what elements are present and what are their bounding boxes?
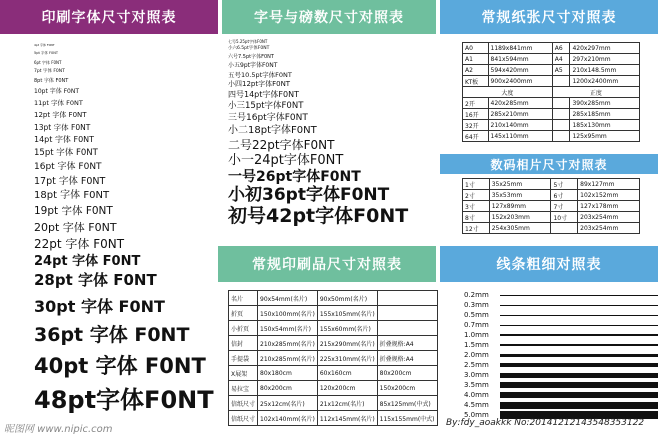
- table-cell: A2: [463, 65, 489, 76]
- table-cell: 64开: [463, 131, 489, 142]
- table-row: [463, 98, 640, 109]
- table-cell: 折叠规格:A4: [377, 351, 437, 366]
- table-cell: 102x152mm: [578, 190, 640, 201]
- table-cell: 10寸: [551, 212, 578, 223]
- line-sample: [500, 363, 658, 367]
- table-cell: A4: [552, 54, 570, 65]
- zihao-row: 小一24pt字体F0NT: [228, 152, 344, 168]
- line-label: 2.0mm: [464, 351, 489, 359]
- line-row: [464, 350, 492, 360]
- print-font-row: 15pt 字体 F0NT: [34, 148, 98, 158]
- table-row: [463, 43, 640, 54]
- table-row: [229, 366, 438, 381]
- table-cell: 90x50mm(名片): [317, 291, 377, 306]
- print-font-row: 12pt 字体 F0NT: [34, 110, 87, 119]
- table-row: [463, 54, 640, 65]
- table-cell: 7寸: [551, 201, 578, 212]
- table-cell: 155x105mm(名片): [317, 306, 377, 321]
- table-row: [463, 76, 640, 87]
- print-font-row: 4pt 字体 F0NT: [34, 43, 55, 47]
- line-row: [464, 390, 492, 400]
- line-row: [464, 340, 492, 350]
- table-cell: 297x210mm: [570, 54, 640, 65]
- line-label: 3.0mm: [464, 371, 489, 379]
- table-cell: [377, 291, 437, 306]
- table-cell: 150x200cm: [377, 381, 437, 396]
- line-sample: [500, 354, 658, 357]
- zihao-row: 五号10.5pt字体F0NT: [228, 70, 292, 79]
- line-sample: [500, 305, 658, 306]
- table-cell: 信纸尺寸: [229, 396, 258, 411]
- table-row: [229, 336, 438, 351]
- table-row: [463, 223, 640, 234]
- print-font-row: 40pt 字体 F0NT: [34, 353, 206, 378]
- table-cell: 手提袋: [229, 351, 258, 366]
- print-font-row: 11pt 字体 F0NT: [34, 99, 83, 107]
- zihao-row: 二号22pt字体F0NT: [228, 137, 335, 152]
- line-label: 5.0mm: [464, 411, 489, 419]
- table-cell: [377, 321, 437, 336]
- line-sample: [500, 315, 658, 316]
- zihao-row: 六号7.5pt字体F0NT: [228, 53, 274, 60]
- line-sample: [500, 295, 658, 296]
- photo-header: [440, 154, 658, 174]
- line-label: 0.3mm: [464, 301, 489, 309]
- table-cell: 5寸: [551, 179, 578, 190]
- table-cell: A5: [552, 65, 570, 76]
- table-cell: 420x285mm: [488, 98, 552, 109]
- paper-title: 常规纸张尺寸对照表: [481, 10, 617, 26]
- print-font-row: 8pt 字体 F0NT: [34, 78, 69, 84]
- line-label: 4.5mm: [464, 401, 489, 409]
- table-cell: 254x305mm: [489, 223, 551, 234]
- line-sample: [500, 402, 658, 409]
- print-font-row: 18pt 字体 F0NT: [34, 190, 110, 201]
- table-row: [229, 396, 438, 411]
- line-label: 2.5mm: [464, 361, 489, 369]
- table-cell: 420x297mm: [570, 43, 640, 54]
- zihao-row: 七号5.25pt字体F0NT: [228, 39, 268, 44]
- table-cell: 594x420mm: [488, 65, 552, 76]
- print-font-list: [0, 34, 218, 435]
- footer-left: 昵图网 www.nipic.com: [4, 424, 113, 435]
- zihao-row: 小二18pt字体F0NT: [228, 124, 317, 136]
- table-row: [463, 179, 640, 190]
- table-cell: 6寸: [551, 190, 578, 201]
- print-font-row: 22pt 字体 F0NT: [34, 236, 125, 251]
- lines-title: 线条粗细对照表: [496, 257, 602, 273]
- table-row: [463, 120, 640, 131]
- table-cell: 80x200cm: [258, 381, 318, 396]
- table-row: [463, 201, 640, 212]
- print-font-row: 36pt 字体 F0NT: [34, 323, 190, 346]
- table-cell: 285x210mm: [488, 109, 552, 120]
- table-cell: [552, 98, 570, 109]
- table-cell: 112x145mm(名片): [317, 411, 377, 426]
- zihao-header: [222, 0, 436, 34]
- line-row: [464, 320, 492, 330]
- table-cell: 2寸: [463, 190, 490, 201]
- table-cell: 390x285mm: [570, 98, 640, 109]
- table-cell: 152x203mm: [489, 212, 551, 223]
- table-row: [463, 131, 640, 142]
- table-cell: 信封: [229, 336, 258, 351]
- table-cell: 大度: [463, 87, 553, 98]
- table-cell: 155x60mm(名片): [317, 321, 377, 336]
- table-cell: 210x285mm(名片): [258, 351, 318, 366]
- line-sample: [500, 373, 658, 378]
- prod-header: [218, 246, 436, 282]
- table-cell: 1寸: [463, 179, 490, 190]
- table-cell: 21x12cm(名片): [317, 396, 377, 411]
- zihao-row: 小五9pt字体F0NT: [228, 61, 278, 69]
- photo-table: [462, 178, 640, 234]
- table-cell: 16开: [463, 109, 489, 120]
- line-label: 0.5mm: [464, 311, 489, 319]
- table-cell: [552, 76, 570, 87]
- table-cell: 210x285mm(名片): [258, 336, 318, 351]
- table-cell: 小折页: [229, 321, 258, 336]
- table-cell: 12寸: [463, 223, 490, 234]
- table-row: [229, 306, 438, 321]
- table-cell: 127x89mm: [489, 201, 551, 212]
- table-cell: 210x148.5mm: [570, 65, 640, 76]
- line-row: [464, 380, 492, 390]
- print-font-row: 16pt 字体 F0NT: [34, 161, 102, 172]
- table-cell: 145x110mm: [488, 131, 552, 142]
- table-cell: 185x130mm: [570, 120, 640, 131]
- table-cell: 80x180cm: [258, 366, 318, 381]
- table-cell: 1189x841mm: [488, 43, 552, 54]
- print-font-row: 6pt 字体 F0NT: [34, 59, 62, 65]
- footer-right: By:fdy_aoakkk No:20141212143548353122: [446, 418, 645, 428]
- print-font-row: 17pt 字体 F0NT: [34, 175, 106, 187]
- line-label: 0.7mm: [464, 321, 489, 329]
- line-row: [464, 300, 492, 310]
- table-cell: A0: [463, 43, 489, 54]
- table-row: [229, 411, 438, 426]
- table-cell: 易拉宝: [229, 381, 258, 396]
- print-font-row: 7pt 字体 F0NT: [34, 68, 65, 74]
- zihao-row: 初号42pt字体F0NT: [228, 204, 409, 227]
- table-cell: 名片: [229, 291, 258, 306]
- table-cell: 841x594mm: [488, 54, 552, 65]
- table-cell: 80x200cm: [377, 366, 437, 381]
- zihao-row: 小六6.5pt字体F0NT: [228, 46, 270, 51]
- line-sample: [500, 334, 658, 336]
- zihao-title: 字号与磅数尺寸对照表: [254, 10, 404, 26]
- table-cell: 225x310mm(名片): [317, 351, 377, 366]
- table-row: [229, 291, 438, 306]
- zihao-row: 一号26pt字体F0NT: [228, 168, 361, 185]
- table-cell: 85x125mm(中式): [377, 396, 437, 411]
- table-cell: 32开: [463, 120, 489, 131]
- table-cell: 102x140mm(名片): [258, 411, 318, 426]
- table-cell: 90x54mm(名片): [258, 291, 318, 306]
- table-cell: 203x254mm: [578, 223, 640, 234]
- table-cell: 2开: [463, 98, 489, 109]
- line-label: 1.5mm: [464, 341, 489, 349]
- table-cell: 150x100mm(名片): [258, 306, 318, 321]
- print-font-row: 48pt字体F0NT: [34, 385, 214, 414]
- table-cell: 35x25mm: [489, 179, 551, 190]
- print-font-row: 24pt 字体 F0NT: [34, 253, 141, 269]
- table-cell: [552, 109, 570, 120]
- line-sample: [500, 344, 658, 346]
- print-font-title: 印刷字体尺寸对照表: [41, 10, 177, 26]
- table-cell: 285x185mm: [570, 109, 640, 120]
- table-cell: A6: [552, 43, 570, 54]
- zihao-row: 四号14pt字体F0NT: [228, 90, 299, 99]
- line-sample: [500, 382, 658, 388]
- photo-title: 数码相片尺寸对照表: [490, 157, 608, 172]
- table-cell: 125x95mm: [570, 131, 640, 142]
- table-row: [229, 321, 438, 336]
- table-cell: 3寸: [463, 201, 490, 212]
- zihao-list: [228, 40, 436, 236]
- table-row: [229, 351, 438, 366]
- table-cell: KT板: [463, 76, 489, 87]
- line-label: 3.5mm: [464, 381, 489, 389]
- print-font-header: [0, 0, 218, 34]
- table-cell: 60x160cm: [317, 366, 377, 381]
- zihao-row: 小三15pt字体F0NT: [228, 101, 304, 111]
- table-row: [463, 65, 640, 76]
- table-cell: 折页: [229, 306, 258, 321]
- lines-header: [440, 246, 658, 282]
- print-font-row: 30pt 字体 F0NT: [34, 296, 165, 316]
- line-label: 0.2mm: [464, 291, 489, 299]
- table-row: [229, 381, 438, 396]
- table-row: [463, 212, 640, 223]
- line-row: [464, 360, 492, 370]
- prod-table: [228, 290, 435, 426]
- table-cell: 89x127mm: [578, 179, 640, 190]
- prod-title: 常规印刷品尺寸对照表: [252, 257, 402, 273]
- table-row: [463, 190, 640, 201]
- table-cell: [551, 223, 578, 234]
- line-row: [464, 330, 492, 340]
- print-font-row: 10pt 字体 F0NT: [34, 88, 80, 95]
- table-cell: [552, 120, 570, 131]
- table-cell: 1200x2400mm: [570, 76, 640, 87]
- paper-header: [440, 0, 658, 34]
- table-cell: 203x254mm: [578, 212, 640, 223]
- line-row: [464, 400, 492, 410]
- zihao-row: 三号16pt字体F0NT: [228, 112, 308, 123]
- table-cell: 210x140mm: [488, 120, 552, 131]
- table-cell: 折叠规格:A4: [377, 336, 437, 351]
- table-cell: 正度: [552, 87, 639, 98]
- table-cell: 900x2400mm: [488, 76, 552, 87]
- paper-table: [462, 42, 640, 142]
- line-sample: [500, 392, 658, 398]
- table-cell: 215x290mm(名片): [317, 336, 377, 351]
- zihao-row: 小四12pt字体F0NT: [228, 80, 291, 88]
- line-label: 4.0mm: [464, 391, 489, 399]
- zihao-row: 小初36pt字体F0NT: [228, 184, 390, 205]
- print-font-row: 5pt 字体 F0NT: [34, 51, 59, 55]
- table-cell: [377, 306, 437, 321]
- print-font-row: 28pt 字体 F0NT: [34, 270, 157, 289]
- print-font-row: 19pt 字体 F0NT: [34, 205, 113, 217]
- line-row: [464, 290, 492, 300]
- line-label: 1.0mm: [464, 331, 489, 339]
- line-sample: [500, 325, 658, 326]
- table-cell: 127x178mm: [578, 201, 640, 212]
- print-font-row: 13pt 字体 F0NT: [34, 122, 91, 132]
- table-cell: A1: [463, 54, 489, 65]
- table-cell: 信纸尺寸: [229, 411, 258, 426]
- table-cell: 25x12cm(名片): [258, 396, 318, 411]
- line-row: [464, 370, 492, 380]
- table-cell: 35x53mm: [489, 190, 551, 201]
- line-row: [464, 310, 492, 320]
- table-row: [463, 109, 640, 120]
- print-font-row: 20pt 字体 F0NT: [34, 220, 117, 234]
- table-cell: [552, 131, 570, 142]
- table-cell: X展架: [229, 366, 258, 381]
- table-cell: 120x200cm: [317, 381, 377, 396]
- table-cell: 150x54mm(名片): [258, 321, 318, 336]
- table-cell: 115x155mm(中式): [377, 411, 437, 426]
- table-cell: 8寸: [463, 212, 490, 223]
- print-font-row: 14pt 字体 F0NT: [34, 135, 95, 144]
- table-row: [463, 87, 640, 98]
